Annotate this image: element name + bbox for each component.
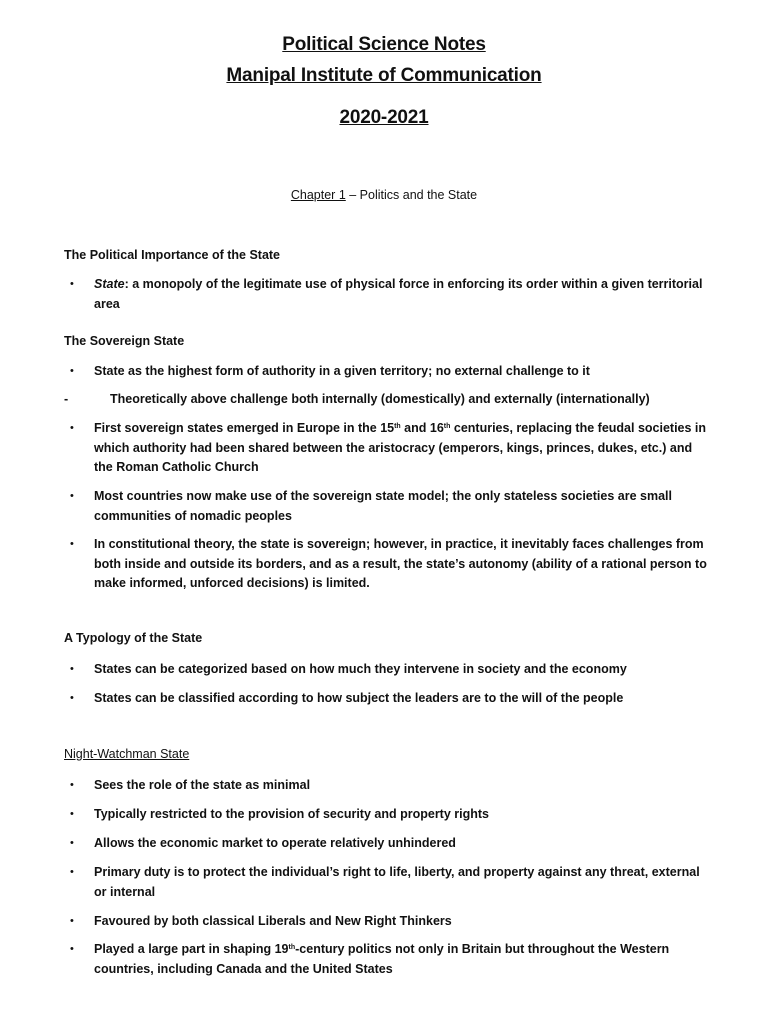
- list-item: [70, 487, 710, 526]
- list-item: [70, 275, 710, 314]
- section-heading-sovereign-state: The Sovereign State: [64, 334, 185, 348]
- chapter-title: – Politics and the State: [345, 188, 478, 202]
- list-item-dash: [64, 392, 714, 406]
- bullet-icon: •: [70, 692, 74, 704]
- bullet-text-part: -century politics not only in Britain but throughout the Western countries, including Canada and the United States: [94, 942, 670, 976]
- doc-title-year: 2020-2021: [339, 107, 429, 128]
- list-item: [70, 912, 710, 932]
- list-item: [70, 776, 710, 796]
- bullet-text: State as the highest form of authority in a given territory; no external challenge to it: [94, 364, 590, 378]
- dash-marker: -: [64, 392, 69, 406]
- bullet-text: Typically restricted to the provision of security and property rights: [94, 807, 489, 821]
- doc-title-line2: Manipal Institute of Communication: [226, 65, 542, 86]
- bullet-text: Favoured by both classical Liberals and New Right Thinkers: [94, 914, 452, 928]
- superscript: th: [288, 944, 296, 951]
- bullet-text: In constitutional theory, the state is sovereign; however, in practice, it inevitably faces challenges from both inside and outside its borders, and as a result, the state’s autonomy (ability of a rational person to make informed, unforced decisions) is limited.: [94, 537, 707, 590]
- bullet-text: Most countries now make use of the sovereign state model; the only stateless societies are small communities of nomadic peoples: [94, 489, 672, 523]
- bullet-text: Allows the economic market to operate relatively unhindered: [94, 836, 456, 850]
- bullet-icon: •: [70, 837, 74, 849]
- bullet-text: States can be classified according to how subject the leaders are to the will of the people: [94, 691, 624, 705]
- bullet-icon: •: [70, 915, 74, 927]
- doc-title-line1: Political Science Notes: [282, 34, 486, 55]
- bullet-text-part: Played a large part in shaping 19: [94, 942, 289, 956]
- chapter-heading: [0, 188, 768, 202]
- bullet-icon: •: [70, 365, 74, 377]
- dash-text: Theoretically above challenge both internally (domestically) and externally (internationally): [110, 392, 650, 406]
- list-item: [70, 940, 710, 979]
- bullet-text: Primary duty is to protect the individual’s right to life, liberty, and property against any threat, external or internal: [94, 865, 700, 899]
- bullet-icon: •: [70, 808, 74, 820]
- bullet-text-part: First sovereign states emerged in Europe in the 15: [94, 421, 395, 435]
- bullet-icon: •: [70, 663, 74, 675]
- list-item: [70, 834, 710, 854]
- term-state: State: [94, 277, 125, 291]
- list-item: [70, 689, 710, 709]
- bullet-icon: •: [70, 278, 74, 290]
- list-item: [70, 863, 710, 902]
- list-item: [70, 660, 710, 680]
- list-item: [70, 362, 710, 382]
- chapter-label: Chapter 1: [290, 188, 346, 202]
- bullet-text: States can be categorized based on how much they intervene in society and the economy: [94, 662, 627, 676]
- list-item: [70, 805, 710, 825]
- bullet-text-part: centuries, replacing the feudal societies in which authority had been shared between the aristocracy (emperors, kings, princes, dukes, etc.) and the Roman Catholic Church: [94, 421, 707, 474]
- bullet-icon: •: [70, 779, 74, 791]
- section-heading-political-importance: The Political Importance of the State: [64, 248, 281, 262]
- bullet-text: : a monopoly of the legitimate use of physical force in enforcing its order within a given territorial area: [94, 277, 703, 311]
- section-heading-night-watchman: Night-Watchman State: [64, 747, 190, 761]
- list-item: [70, 535, 710, 594]
- section-heading-typology: A Typology of the State: [64, 631, 203, 645]
- superscript: th: [443, 423, 451, 430]
- bullet-text-part: and 16: [400, 421, 444, 435]
- bullet-icon: •: [70, 943, 74, 955]
- bullet-text: Sees the role of the state as minimal: [94, 778, 311, 792]
- bullet-icon: •: [70, 866, 74, 878]
- bullet-icon: •: [70, 422, 74, 434]
- bullet-icon: •: [70, 490, 74, 502]
- bullet-icon: •: [70, 538, 74, 550]
- list-item: [70, 419, 710, 478]
- superscript: th: [394, 423, 401, 430]
